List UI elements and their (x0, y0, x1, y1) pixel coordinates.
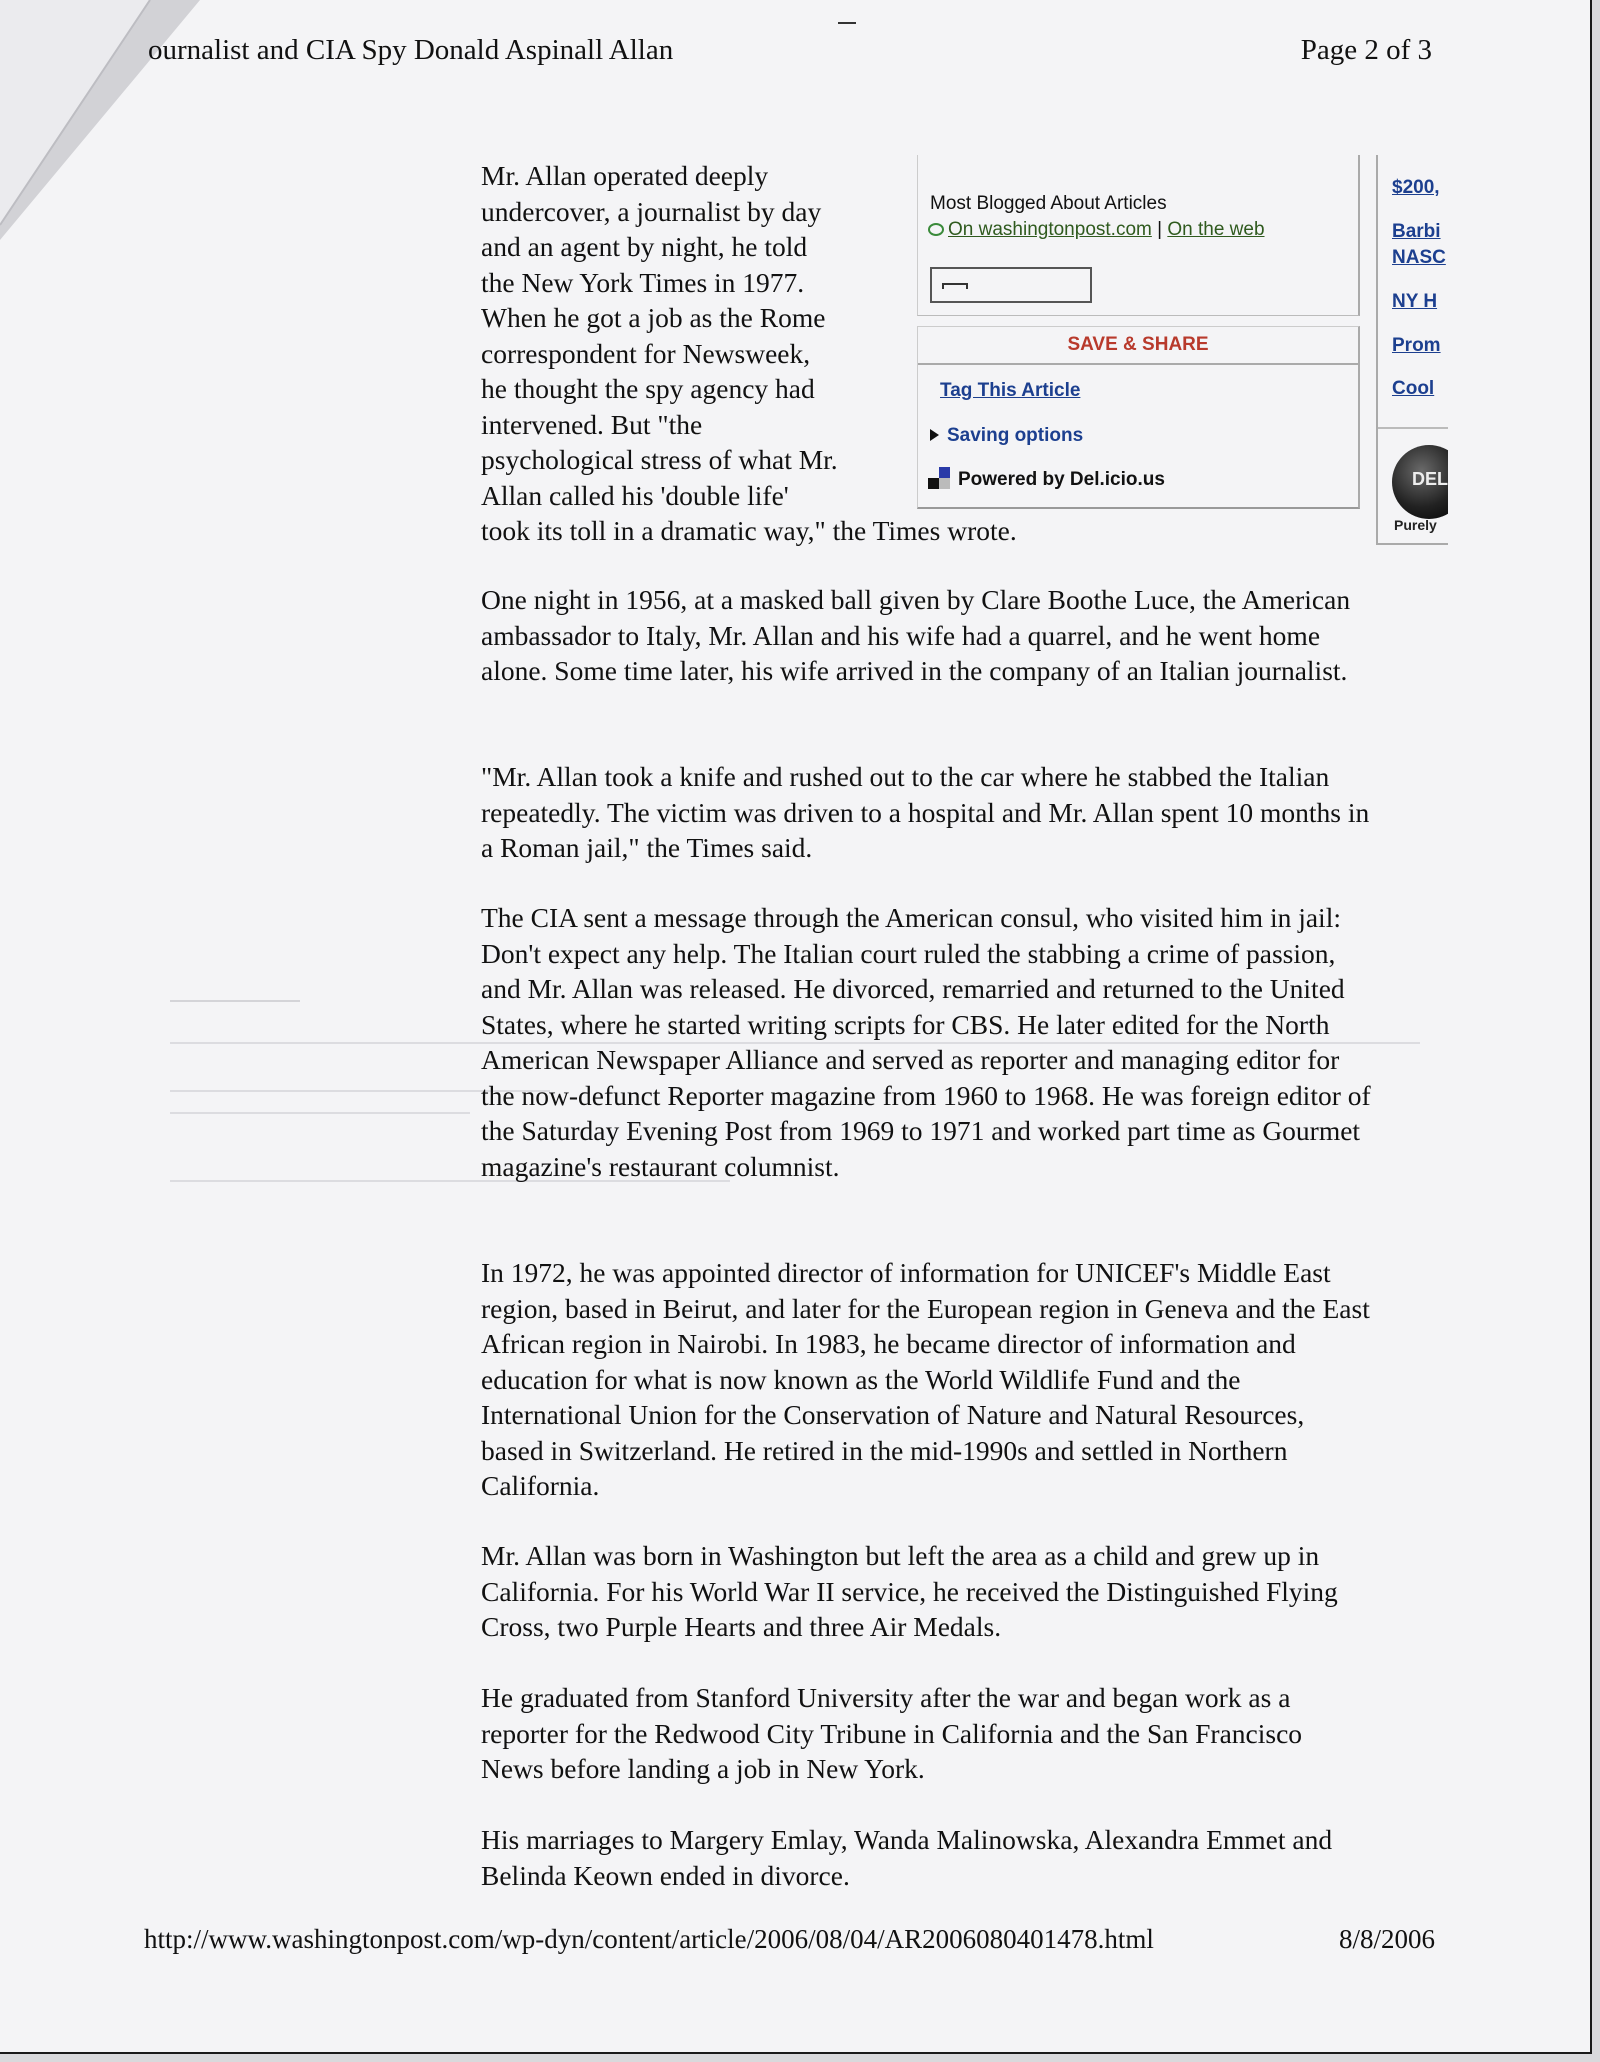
dell-ad-logo[interactable] (1392, 445, 1448, 519)
intro-line: the New York Times in 1977. (481, 266, 805, 298)
sidebar-link[interactable]: NASC (1392, 247, 1446, 268)
sidebar-link[interactable]: $200, (1392, 177, 1440, 198)
powered-by-delicious (928, 467, 1165, 491)
sidebar-link[interactable]: NY H (1392, 291, 1438, 312)
print-header-page-number: Page 2 of 3 (1300, 34, 1432, 66)
scan-mark (838, 22, 856, 24)
article-paragraph: He graduated from Stanford University after the war and began work as a reporter for the Redwood City Tribune in California and the San Francisco News before landing a job in New York. (481, 1682, 1303, 1784)
intro-line: intervened. But "the (481, 408, 703, 440)
on-washingtonpost-link[interactable]: On washingtonpost.com (948, 219, 1152, 240)
intro-line: he thought the spy agency had (481, 373, 815, 404)
intro-line: correspondent for Newsweek, (481, 337, 811, 369)
most-blogged-links (928, 219, 1265, 241)
input-mark-icon (942, 283, 968, 289)
sidebar-divider (1378, 543, 1448, 545)
article-paragraph: The CIA sent a message through the American consul, who visited him in jail: Don't expect any help. The Italian court ruled the stabbing a crime of passion, and Mr. Allan was released. He divorced, remarried and returned to the United States, where he started writing scripts for CBS. He later edited for the North American Newspaper Alliance and served as reporter and managing editor for the now-defunct Reporter magazine from 1960 to 1968. He was foreign editor of the Saturday Evening Post from 1969 to 1971 and worked part time as Gourmet magazine's restaurant columnist. (481, 902, 1371, 1182)
save-share-widget (917, 326, 1360, 509)
sidebar-link[interactable]: Prom (1392, 335, 1441, 356)
intro-line: and an agent by night, he told (481, 231, 808, 262)
save-share-title: SAVE & SHARE (918, 327, 1358, 365)
dell-ad-brand: DEL (1412, 469, 1448, 489)
sidebar-link[interactable]: Barbi (1392, 221, 1441, 242)
blog-search-input[interactable] (930, 267, 1092, 303)
sidebar-divider (1378, 427, 1448, 429)
article-paragraph: Mr. Allan was born in Washington but left the area as a child and grew up in California. For his World War II service, he received the Distinguished Flying Cross, two Purple Hearts and three Air Medals. (481, 1540, 1338, 1642)
delicious-logo-icon (928, 467, 950, 489)
speech-bubble-icon (928, 223, 944, 236)
print-footer-date: 8/8/2006 (1338, 1924, 1435, 1954)
intro-line: took its toll in a dramatic way," the Times wrote. (481, 515, 1017, 546)
article-paragraph: "Mr. Allan took a knife and rushed out to the car where he stabbed the Italian repeatedly. The victim was driven to a hospital and Mr. Allan spent 10 months in a Roman jail," the Times said. (481, 761, 1370, 863)
most-blogged-widget (917, 155, 1360, 316)
article-paragraph: In 1972, he was appointed director of information for UNICEF's Middle East region, based in Beirut, and later for the European region in Geneva and the East African region in Nairobi. In 1983, he became director of information and education for what is now known as the World Wildlife Fund and the International Union for the Conservation of Nature and Natural Resources, based in Switzerland. He retired in the mid-1990s and settled in Northern California. (481, 1257, 1370, 1501)
sidebar-link[interactable]: Cool (1392, 378, 1435, 399)
intro-line: When he got a job as the Rome (481, 302, 826, 333)
tag-this-article-link[interactable]: Tag This Article (940, 380, 1081, 401)
dell-ad-caption: Purely (1394, 517, 1437, 533)
print-footer-url: http://www.washingtonpost.com/wp-dyn/content/article/2006/08/04/AR2006080401478.html (144, 1924, 1154, 1954)
triangle-right-icon (930, 429, 939, 441)
most-blogged-title: Most Blogged About Articles (930, 193, 1167, 214)
powered-by-label: Powered by Del.icio.us (958, 469, 1165, 490)
intro-line: undercover, a journalist by day (481, 195, 822, 227)
link-separator: | (1157, 219, 1163, 240)
saving-options-label: Saving options (947, 425, 1084, 446)
intro-line: Allan called his 'double life' (481, 479, 789, 511)
article-paragraph: His marriages to Margery Emlay, Wanda Malinowska, Alexandra Emmet and Belinda Keown ended in divorce. (481, 1824, 1333, 1891)
intro-line: psychological stress of what Mr. (481, 444, 838, 475)
right-sidebar (1376, 155, 1448, 545)
on-the-web-link[interactable]: On the web (1167, 219, 1265, 240)
intro-line: Mr. Allan operated deeply (481, 160, 769, 191)
saving-options-toggle[interactable] (930, 425, 1083, 447)
article-paragraph: One night in 1956, at a masked ball given by Clare Boothe Luce, the American ambassador to Italy, Mr. Allan and his wife had a quarrel, and he went home alone. Some time later, his wife arrived in the company of an Italian journalist. (481, 584, 1351, 686)
print-header-title: ournalist and CIA Spy Donald Aspinall Allan (148, 34, 674, 66)
